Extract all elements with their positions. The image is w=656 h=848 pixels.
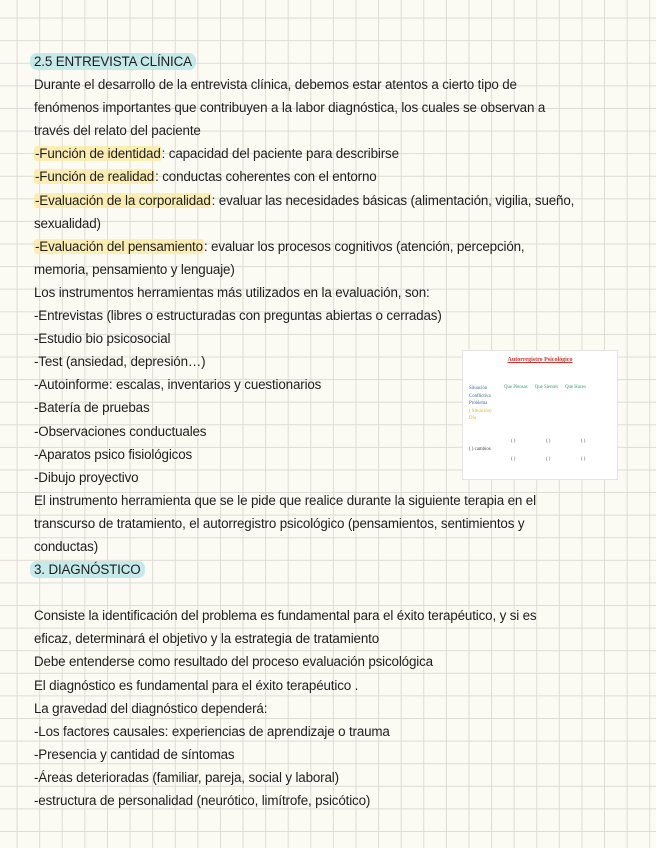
function-term: -Función de identidad [35,146,161,162]
diagnosis-line: -estructura de personalidad (neurótico, limítrofe, psicótico) [34,793,371,808]
diagnosis-line: Debe entenderse como resultado del proceso evaluación psicológica [34,654,433,670]
figure-cell: ( ) [546,457,551,462]
instrument-item: -Estudio bio psicosocial [34,331,171,347]
figure-cell: ( ) [511,457,516,462]
instrument-item: -Autoinforme: escalas, inventarios y cuestionarios [34,377,322,393]
diagnosis-line: -Presencia y cantidad de síntomas [34,746,235,762]
function-item: -Evaluación de la corporalidad: evaluar las necesidades básicas (alimentación, vigilia, sueño, [35,192,575,208]
instrument-item: -Test (ansiedad, depresión…) [34,354,206,370]
function-term: -Evaluación del pensamiento [35,238,203,254]
function-term: -Función de realidad [35,169,155,185]
section-title-highlight: 3. DIAGNÓSTICO [30,561,145,578]
figure-row-labels: Situación Conflictiva Problema ( Situación) Día [469,386,492,422]
function-item-cont: sexualidad) [34,215,101,231]
diagnosis-line: El diagnóstico es fundamental para el éxito terapéutico . [34,677,359,693]
figure-title: Autorregistro Psicológico [507,357,573,363]
figure-cell: ( ) [546,439,551,444]
function-item: -Función de realidad: conductas coherentes con el entorno [35,169,377,185]
function-item-cont: memoria, pensamiento y lenguaje) [34,261,235,277]
intro-line: través del relato del paciente [34,123,201,139]
instrument-item: -Batería de pruebas [34,400,150,416]
spacer [34,581,634,604]
instrument-item: -Observaciones conductuales [34,423,207,439]
figure-cell: ( ) [581,439,586,444]
section-title-highlight: 2.5 ENTREVISTA CLÍNICA [30,53,196,70]
figure-cell: ( ) [511,439,516,444]
instrument-item: -Aparatos psico fisiológicos [34,446,193,462]
diagnosis-line: La gravedad del diagnóstico dependerá: [34,700,268,716]
instrument-item: -Entrevistas (libres o estructuradas con preguntas abiertas o cerradas) [34,308,442,324]
figure-cell: ( ) [581,457,586,462]
closing-line: conductas) [34,538,99,554]
section-title [34,558,634,581]
closing-line: El instrumento herramienta que se le pide que realice durante la siguiente terapia en el [34,492,536,508]
instruments-intro: Los instrumentos herramientas más utilizados en la evaluación, son: [34,284,430,300]
function-term: -Evaluación de la corporalidad [35,192,211,208]
instrument-item: -Dibujo proyectivo [34,469,139,485]
closing-line: transcurso de tratamiento, el autorregistro psicológico (pensamientos, sentimientos y [34,515,525,531]
intro-line: Durante el desarrollo de la entrevista clínica, debemos estar atentos a cierto tipo de [34,77,517,93]
diagnosis-line: -Áreas deterioradas (familiar, pareja, social y laboral) [34,769,339,785]
figure-cambios: ( ) cambios [469,447,491,452]
diagnosis-line: eficaz, determinará el objetivo y la estrategia de tratamiento [34,631,379,647]
autorregistro-image [462,350,618,480]
figure-column-headers: Que Piensas Que Sientes Que Haces [504,385,586,390]
function-item: -Evaluación del pensamiento: evaluar los procesos cognitivos (atención, percepción, [35,238,525,254]
section-title [34,50,634,73]
intro-line: fenómenos importantes que contribuyen a la labor diagnóstica, los cuales se observan a [34,100,546,116]
function-item: -Función de identidad: capacidad del paciente para describirse [35,146,399,162]
diagnosis-line: -Los factores causales: experiencias de aprendizaje o trauma [34,723,390,739]
diagnosis-line: Consiste la identificación del problema es fundamental para el éxito terapéutico, y si es [34,608,537,624]
